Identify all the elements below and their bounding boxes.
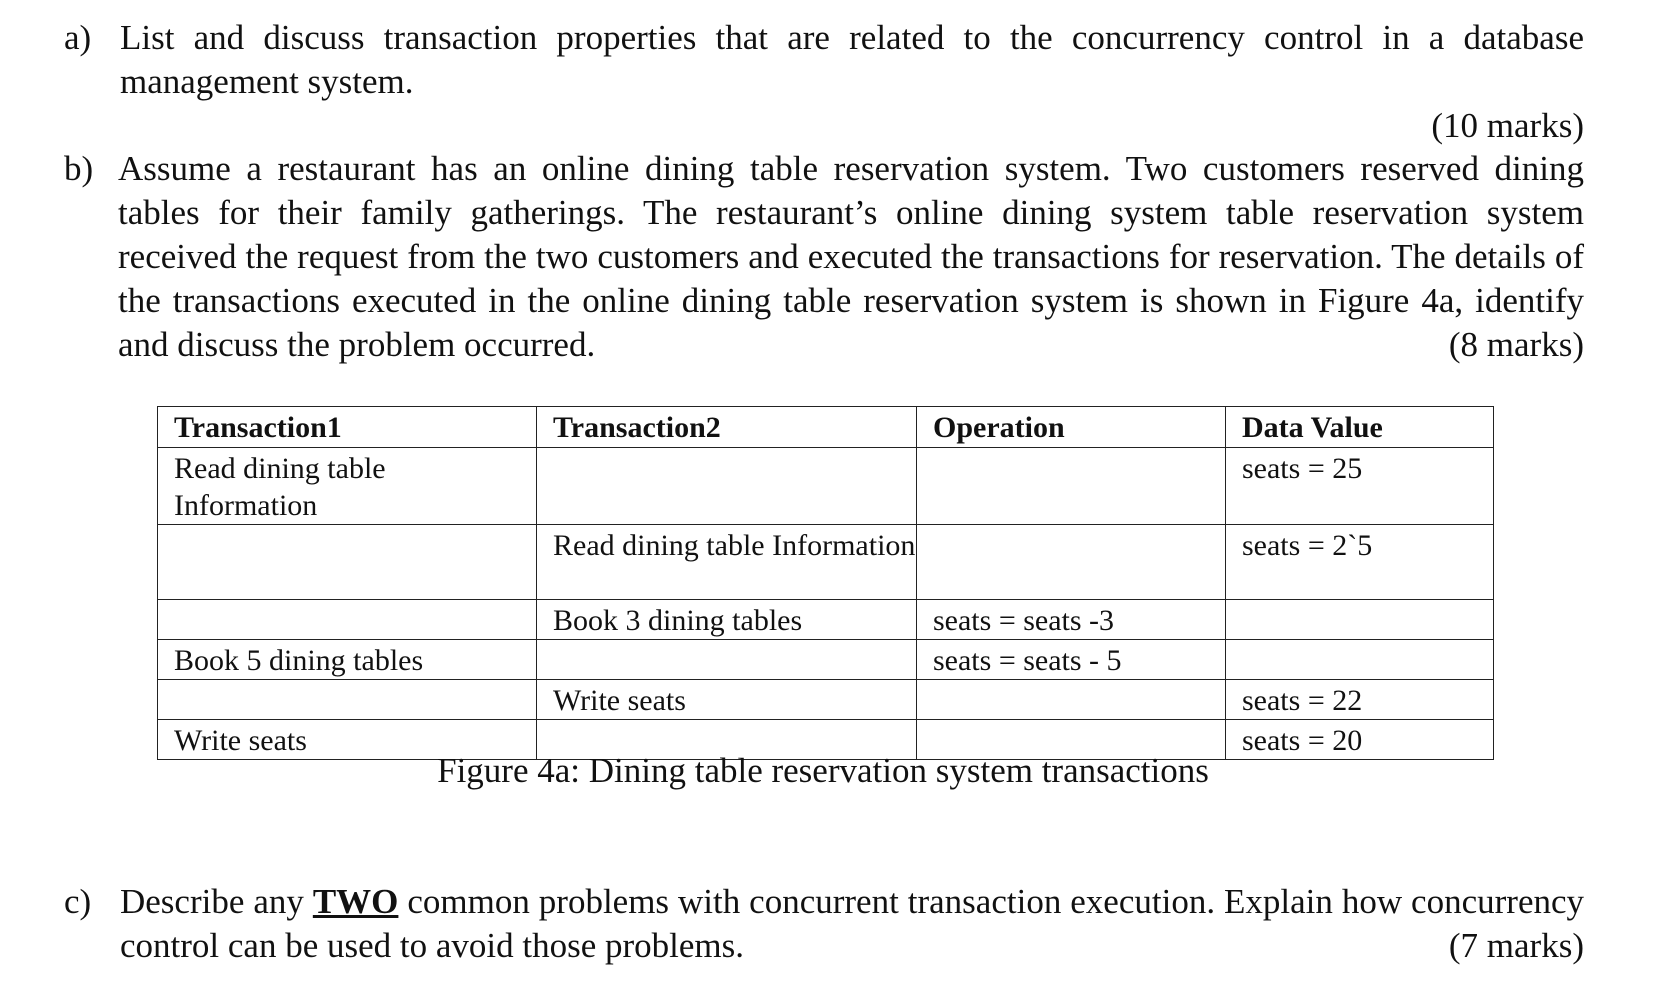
table-cell [537,640,917,680]
question-c-label: c) [64,882,92,921]
transactions-table [157,406,1494,760]
table-cell [917,525,1226,600]
table-cell [158,600,537,640]
question-b-text: Assume a restaurant has an online dining table reservation system. Two customers reserved dining tables for their family gatherings. The restaurant’s online dining system table reservation system received the request from the two customers and executed the transactions for reservation. The details of the transactions executed in the online dining table reservation system is shown in Figure 4a, identify and discuss the problem occurred. [118,149,1584,364]
table-cell [537,448,917,525]
table-cell: seats = 25 [1226,448,1494,525]
question-c [64,880,1584,968]
question-c-text-before: Describe any [120,882,304,921]
table-cell [917,680,1226,720]
header-transaction2: Transaction2 [537,407,917,448]
table-cell [1226,640,1494,680]
figure-caption-text: Figure 4a: Dining table reservation system transactions [437,751,1209,790]
question-c-text-after: common problems with concurrent transaction execution. Explain how concurrency control can be used to avoid those problems. [120,882,1585,965]
table-cell: seats = 2`5 [1226,525,1494,600]
table-cell [917,448,1226,525]
table-row [158,640,1494,680]
question-b [64,147,1584,367]
question-a [64,16,1584,148]
table-cell: Book 3 dining tables [537,600,917,640]
table-cell [158,680,537,720]
table-row [158,680,1494,720]
table-cell: Write seats [158,720,537,760]
table-cell: Read dining table Information [537,525,917,600]
table-row [158,525,1494,600]
question-c-marks: (7 marks) [1448,926,1584,965]
question-c-emphasis: TWO [312,882,399,921]
header-data-value: Data Value [1226,407,1494,448]
table-cell: seats = seats - 5 [917,640,1226,680]
table-cell [1226,600,1494,640]
question-a-marks: (10 marks) [1431,106,1584,145]
table-cell: seats = 22 [1226,680,1494,720]
figure-caption [0,749,1660,793]
table-cell: seats = seats -3 [917,600,1226,640]
question-a-text: List and discuss transaction properties that are related to the concurrency control in a database management system. [120,18,1584,101]
header-operation: Operation [917,407,1226,448]
table-cell: Write seats [537,680,917,720]
table-cell [158,525,537,600]
question-b-marks: (8 marks) [1448,325,1584,364]
table-row [158,600,1494,640]
table-cell: Read dining table Information [158,448,537,525]
table-cell: Book 5 dining tables [158,640,537,680]
table-header-row [158,407,1494,448]
table-row [158,448,1494,525]
table-cell: seats = 20 [1226,720,1494,760]
header-transaction1: Transaction1 [158,407,537,448]
question-b-label: b) [64,149,94,188]
question-a-label: a) [64,18,92,57]
